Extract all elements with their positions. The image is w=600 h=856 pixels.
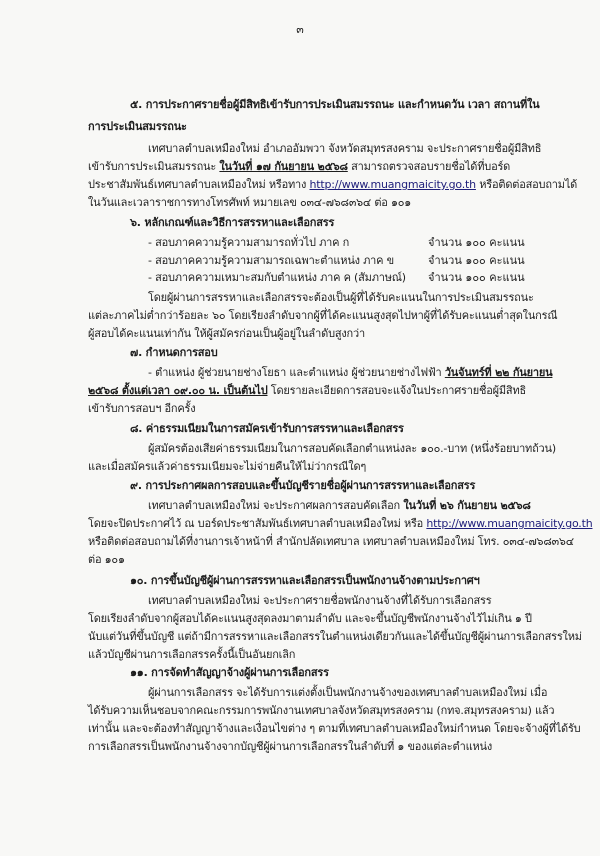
s6-item-2-points: จำนวน ๑๐๐ คะแนน (428, 254, 525, 267)
s5-line-4: ในวันและเวลาราชการทางโทรศัพท์ หมายเลข ๐๓๔-๗๖๘๓๖๔ ต่อ ๑๐๑ (88, 196, 412, 209)
s7-line-1 (148, 366, 552, 380)
s5-heading-cont: การประเมินสมรรถนะ (88, 120, 187, 133)
s6-item-3-label: - สอบภาคความเหมาะสมกับตำแหน่ง ภาค ค (สัมภาษณ์) (148, 271, 406, 284)
s5-line-2 (88, 160, 510, 174)
s8-line-2: และเมื่อสมัครแล้วค่าธรรมเนียมจะไม่จ่ายคืนให้ไม่ว่ากรณีใดๆ (88, 460, 367, 473)
s6-line-3: ผู้สอบได้คะแนนเท่ากัน ให้ผู้สมัครก่อนเป็นผู้อยู่ในลำดับสูงกว่า (88, 327, 365, 340)
s7-line-3: เข้ารับการสอบฯ อีกครั้ง (88, 402, 196, 415)
s5-line-3 (88, 178, 577, 192)
s5-heading: ๕. การประกาศรายชื่อผู้มีสิทธิเข้ารับการประเมินสมรรถนะ และกำหนดวัน เวลา สถานที่ใน (130, 98, 540, 111)
s5-line-3a: ประชาสัมพันธ์เทศบาลตำบลเหมืองใหม่ หรือทาง (88, 178, 307, 191)
s6-item-1-label: - สอบภาคความรู้ความสามารถทั่วไป ภาค ก (148, 236, 350, 249)
s5-line-2b: สามารถตรวจสอบรายชื่อได้ที่บอร์ด (351, 160, 511, 173)
s9-line-2 (88, 517, 592, 531)
s10-line-4: แล้วบัญชีผ่านการเลือกสรรครั้งนี้เป็นอันยกเลิก (88, 648, 296, 661)
s11-line-1: ผู้ผ่านการเลือกสรร จะได้รับการแต่งตั้งเป็นพนักงานจ้างของเทศบาลตำบลเหมืองใหม่ เมื่อ (148, 686, 548, 699)
page-number: ๓ (296, 23, 304, 36)
s11-line-2: ได้รับความเห็นชอบจากคณะกรรมการพนักงานเทศบาลจังหวัดสมุทรสงคราม (กทจ.สมุทรสงคราม) แล้ว (88, 704, 555, 717)
s9-heading: ๙. การประกาศผลการสอบและขึ้นบัญชีรายชื่อผู้ผ่านการสรรหาและเลือกสรร (130, 479, 476, 492)
s9-website-link[interactable]: http://www.muangmaicity.go.th (426, 517, 593, 530)
s8-line-1: ผู้สมัครต้องเสียค่าธรรมเนียมในการสอบคัดเลือกตำแหน่งละ ๑๐๐.-บาท (หนึ่งร้อยบาทถ้วน) (148, 442, 556, 455)
s9-line-4: ต่อ ๑๐๑ (88, 553, 125, 566)
s6-item-2-label: - สอบภาคความรู้ความสามารถเฉพาะตำแหน่ง ภาค ข (148, 254, 394, 267)
s7-line-1a: - ตำแหน่ง ผู้ช่วยนายช่างโยธา และตำแหน่ง ผู้ช่วยนายช่างไฟฟ้า (148, 366, 442, 379)
s11-line-4: การเลือกสรรเป็นพนักงานจ้างจากบัญชีผู้ผ่านการเลือกสรรในลำดับที่ ๑ ของแต่ละตำแหน่ง (88, 740, 493, 753)
s6-heading: ๖. หลักเกณฑ์และวิธีการสรรหาและเลือกสรร (130, 216, 335, 229)
s5-line-1: เทศบาลตำบลเหมืองใหม่ อำเภออัมพวา จังหวัดสมุทรสงคราม จะประกาศรายชื่อผู้มีสิทธิ (148, 142, 542, 155)
s7-line-2 (88, 384, 526, 398)
s5-line-3b: หรือติดต่อสอบถามได้ (479, 178, 578, 191)
s7-line-2b: โดยรายละเอียดการสอบจะแจ้งในประกาศรายชื่อผู้มีสิทธิ (270, 384, 527, 397)
s10-line-2: โดยเรียงลำดับจากผู้สอบได้คะแนนสูงสุดลงมาตามลำดับ และจะขึ้นบัญชีพนักงานจ้างไว้ไม่เกิน ๑ ปี (88, 612, 532, 625)
s5-line-2a: เข้ารับการประเมินสมรรถนะ (88, 160, 217, 173)
s11-line-3: เท่านั้น และจะต้องทำสัญญาจ้างและเงื่อนไขต่าง ๆ ตามที่เทศบาลตำบลเหมืองใหม่กำหนด โดยจะจ้างผู้ที่ได้รับ (88, 722, 581, 735)
s11-heading: ๑๑. การจัดทำสัญญาจ้างผู้ผ่านการเลือกสรร (130, 666, 329, 679)
s6-item-3-points: จำนวน ๑๐๐ คะแนน (428, 271, 525, 284)
s5-announce-date: ในวันที่ ๑๗ กันยายน ๒๕๖๘ (219, 160, 348, 173)
s6-line-2: แต่ละภาคไม่ต่ำกว่าร้อยละ ๖๐ โดยเรียงลำดับจากผู้ที่ได้คะแนนสูงสุดไปหาผู้ที่ได้รับคะแนนต่ำสุดในกรณี (88, 309, 558, 322)
s10-line-3: นับแต่วันที่ขึ้นบัญชี แต่ถ้ามีการสรรหาและเลือกสรรในตำแหน่งเดียวกันและได้ขึ้นบัญชีผู้ผ่านการเลือกสรรใหม่ (88, 630, 582, 643)
s9-line-1 (148, 499, 531, 513)
s9-line-3: หรือติดต่อสอบถามได้ที่งานการเจ้าหน้าที่ สำนักปลัดเทศบาล เทศบาลตำบลเหมืองใหม่ โทร. ๐๓๔-๗๖๘๓๖๔ (88, 535, 574, 548)
s10-line-1: เทศบาลตำบลเหมืองใหม่ จะประกาศรายชื่อพนักงานจ้างที่ได้รับการเลือกสรร (148, 594, 492, 607)
s7-exam-date: วันจันทร์ที่ ๒๒ กันยายน (444, 366, 553, 379)
s7-exam-time: ๒๕๖๘ ตั้งแต่เวลา ๐๙.๐๐ น. เป็นต้นไป (88, 384, 268, 397)
s8-heading: ๘. ค่าธรรมเนียมในการสมัครเข้ารับการสรรหาและเลือกสรร (130, 422, 404, 435)
s9-line-2a: โดยจะปิดประกาศไว้ ณ บอร์ดประชาสัมพันธ์เทศบาลตำบลเหมืองใหม่ หรือ (88, 517, 424, 530)
s9-line-1a: เทศบาลตำบลเหมืองใหม่ จะประกาศผลการสอบคัดเลือก (148, 499, 401, 512)
s10-heading: ๑๐. การขึ้นบัญชีผู้ผ่านการสรรหาและเลือกสรรเป็นพนักงานจ้างตามประกาศฯ (130, 574, 480, 587)
s5-website-link[interactable]: http://www.muangmaicity.go.th (309, 178, 476, 191)
s6-item-1-points: จำนวน ๑๐๐ คะแนน (428, 236, 525, 249)
s7-heading: ๗. กำหนดการสอบ (130, 346, 218, 359)
s6-line-1: โดยผู้ผ่านการสรรหาและเลือกสรรจะต้องเป็นผู้ที่ได้รับคะแนนในการประเมินสมรรถนะ (148, 291, 534, 304)
s9-result-date: ในวันที่ ๒๖ กันยายน ๒๕๖๘ (403, 499, 531, 512)
